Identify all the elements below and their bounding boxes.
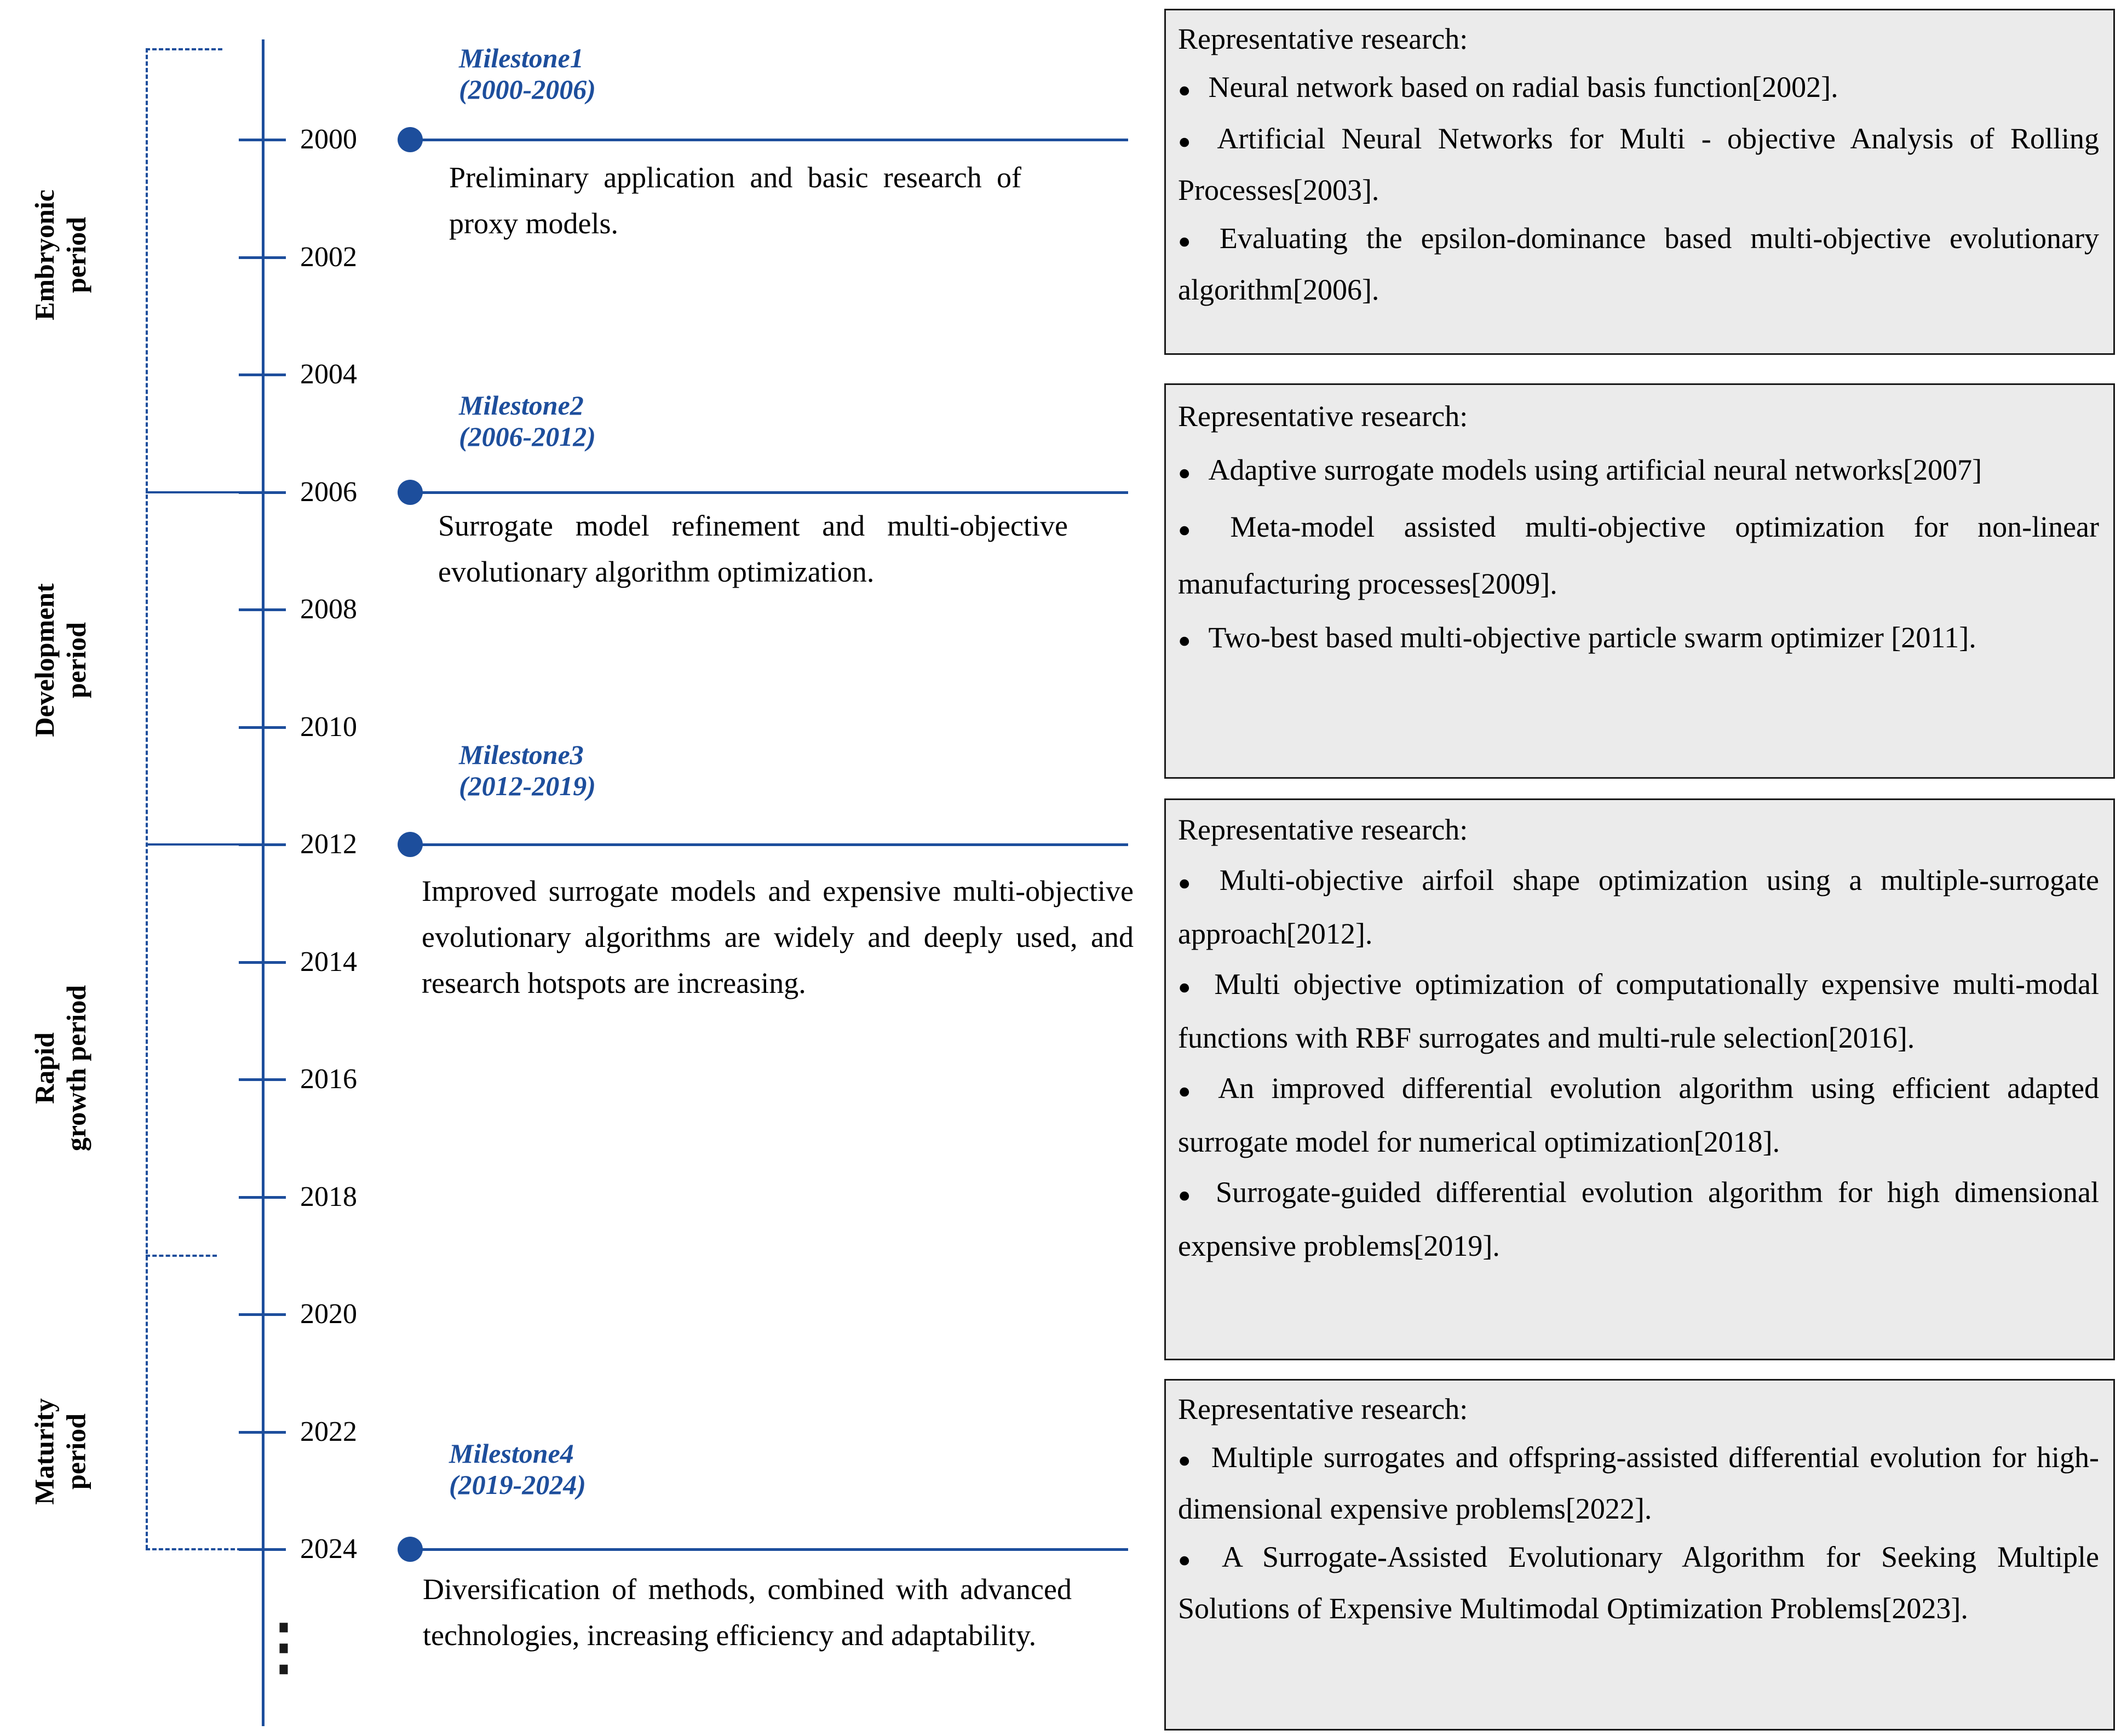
milestone4-range: (2019-2024): [449, 1469, 586, 1500]
period-line1: Rapid: [29, 1032, 60, 1104]
research-item-text: A Surrogate-Assisted Evolutionary Algorithm for Seeking Multiple Solutions of Expensive Multimodal Optimization Problems[2023].: [1178, 1540, 2099, 1625]
research-item-text: Artificial Neural Networks for Multi - objective Analysis of Rolling Processes[2003].: [1178, 122, 2099, 206]
research-box-2019-2024: [1164, 1379, 2115, 1731]
period-line1: Maturity: [29, 1398, 60, 1505]
research-item-text: Neural network based on radial basis function[2002].: [1208, 71, 1838, 104]
research-header: Representative research:: [1178, 400, 1468, 433]
research-item: [1178, 611, 2099, 668]
research-item-text: Adaptive surrogate models using artificial neural networks[2007]: [1208, 453, 1982, 486]
research-header: Representative research:: [1178, 1393, 1468, 1425]
research-box-2012-2019: [1164, 798, 2115, 1360]
bullet-icon: ●: [1178, 518, 1213, 542]
period-line2: period: [60, 622, 91, 698]
year-label: 2010: [300, 711, 357, 743]
year-label: 2012: [300, 829, 357, 860]
milestone2-name: Milestone2: [459, 390, 584, 421]
year-label: 2002: [300, 242, 357, 273]
tick-2024: [239, 1548, 286, 1551]
research-item: [1178, 63, 2099, 114]
milestone3-name: Milestone3: [459, 739, 584, 770]
research-box-2006-2012: [1164, 383, 2115, 779]
tick-2000: [239, 139, 286, 141]
research-item-text: Two-best based multi-objective particle swarm optimizer [2011].: [1208, 621, 1976, 654]
period-bracket-vertical-line: [146, 48, 148, 1549]
year-label: 2000: [300, 124, 357, 155]
bullet-icon: ●: [1178, 629, 1191, 652]
milestone1-name: Milestone1: [459, 43, 584, 73]
research-item: [1178, 959, 2099, 1063]
research-item: [1178, 500, 2099, 611]
period-label-text: [29, 1398, 92, 1504]
period-line2: period: [60, 216, 91, 293]
research-item: [1178, 1063, 2099, 1167]
research-box-2000-2006: [1164, 9, 2115, 355]
year-label: 2006: [300, 476, 357, 508]
milestone4-title: [449, 1438, 586, 1501]
period-label-text: [29, 583, 92, 737]
year-label: 2024: [300, 1533, 357, 1565]
year-label: 2022: [300, 1416, 357, 1447]
year-label: 2016: [300, 1064, 357, 1095]
tick-2022: [239, 1431, 286, 1434]
research-item-text: Multiple surrogates and offspring-assisted differential evolution for high-dimensional expensive problems[2022].: [1178, 1441, 2099, 1525]
tick-2016: [239, 1078, 286, 1081]
research-item: [1178, 1167, 2099, 1271]
bullet-icon: ●: [1178, 1079, 1201, 1103]
milestone4-line: [410, 1548, 1128, 1551]
bullet-icon: ●: [1178, 975, 1197, 999]
milestone3-range: (2012-2019): [459, 771, 596, 801]
milestone1-description: Preliminary application and basic research of proxy models.: [449, 161, 1021, 240]
bullet-icon: ●: [1178, 1448, 1194, 1472]
research-item: [1178, 114, 2099, 214]
milestone2-line: [410, 491, 1128, 494]
period-line1: Development: [29, 583, 60, 737]
research-item: [1178, 1433, 2099, 1533]
year-label: 2014: [300, 946, 357, 978]
research-item-text: Evaluating the epsilon-dominance based multi-objective evolutionary algorithm[2006].: [1178, 222, 2099, 306]
period-divider-2024: [146, 1548, 242, 1550]
period-divider-2019: [146, 1255, 217, 1257]
bullet-icon: ●: [1178, 1183, 1199, 1207]
milestone2-description: Surrogate model refinement and multi-objective evolutionary algorithm optimization.: [438, 509, 1068, 588]
milestone1-title: [459, 43, 596, 105]
timeline-continuation-ellipsis: ⋮: [253, 1613, 314, 1681]
period-label-development: [10, 496, 111, 824]
period-line2: period: [60, 1413, 91, 1490]
milestone4-description: Diversification of methods, combined with advanced technologies, increasing efficiency and adaptability.: [423, 1573, 1072, 1652]
tick-2014: [239, 961, 286, 964]
bullet-icon: ●: [1178, 78, 1191, 102]
milestone3-line: [410, 843, 1128, 846]
bullet-icon: ●: [1178, 461, 1191, 485]
milestone1-range: (2000-2006): [459, 74, 596, 105]
research-item: [1178, 214, 2099, 314]
milestone3-description: Improved surrogate models and expensive multi-objective evolutionary algorithms are widely and deeply used, and research hotspots are increasing.: [422, 875, 1134, 999]
period-label-text: [29, 189, 92, 320]
year-label: 2004: [300, 359, 357, 390]
tick-2002: [239, 256, 286, 259]
tick-2012: [239, 843, 286, 846]
tick-2010: [239, 726, 286, 729]
tick-2008: [239, 608, 286, 611]
period-divider-top: [146, 48, 222, 50]
research-item: [1178, 443, 2099, 500]
research-item-text: Surrogate-guided differential evolution algorithm for high dimensional expensive problems[2019].: [1178, 1176, 2099, 1262]
period-line1: Embryonic: [29, 189, 60, 320]
bullet-icon: ●: [1178, 871, 1202, 895]
period-label-text: [29, 985, 92, 1151]
year-label: 2018: [300, 1181, 357, 1212]
research-item-text: Meta-model assisted multi-objective optimization for non-linear manufacturing processes[2009].: [1178, 510, 2100, 600]
bullet-icon: ●: [1178, 1548, 1205, 1572]
milestone4-name: Milestone4: [449, 1438, 574, 1469]
timeline-axis: [262, 39, 265, 1726]
research-item-text: Multi-objective airfoil shape optimization using a multiple-surrogate approach[2012].: [1178, 864, 2099, 950]
research-item-text: An improved differential evolution algorithm using efficient adapted surrogate model for numerical optimization[2018].: [1178, 1072, 2100, 1158]
research-header: Representative research:: [1178, 813, 1468, 846]
milestone2-range: (2006-2012): [459, 421, 596, 452]
milestone2-title: [459, 390, 596, 452]
milestone1-line: [410, 139, 1128, 141]
period-label-maturity: [10, 1287, 111, 1616]
tick-2018: [239, 1196, 286, 1199]
milestone3-title: [459, 739, 596, 802]
tick-2006: [239, 491, 286, 494]
research-item: [1178, 855, 2099, 959]
tick-2004: [239, 373, 286, 376]
tick-2020: [239, 1313, 286, 1316]
research-item-text: Multi objective optimization of computationally expensive multi-modal functions with RBF surrogates and multi-rule selection[2016].: [1178, 968, 2100, 1054]
period-label-rapid-growth: [10, 904, 111, 1232]
bullet-icon: ●: [1178, 229, 1202, 253]
year-label: 2008: [300, 594, 357, 625]
year-label: 2020: [300, 1298, 357, 1330]
period-label-embryonic: [10, 90, 111, 419]
research-item: [1178, 1533, 2099, 1632]
research-header: Representative research:: [1178, 22, 1468, 55]
period-line2: growth period: [60, 985, 91, 1151]
bullet-icon: ●: [1178, 130, 1200, 153]
